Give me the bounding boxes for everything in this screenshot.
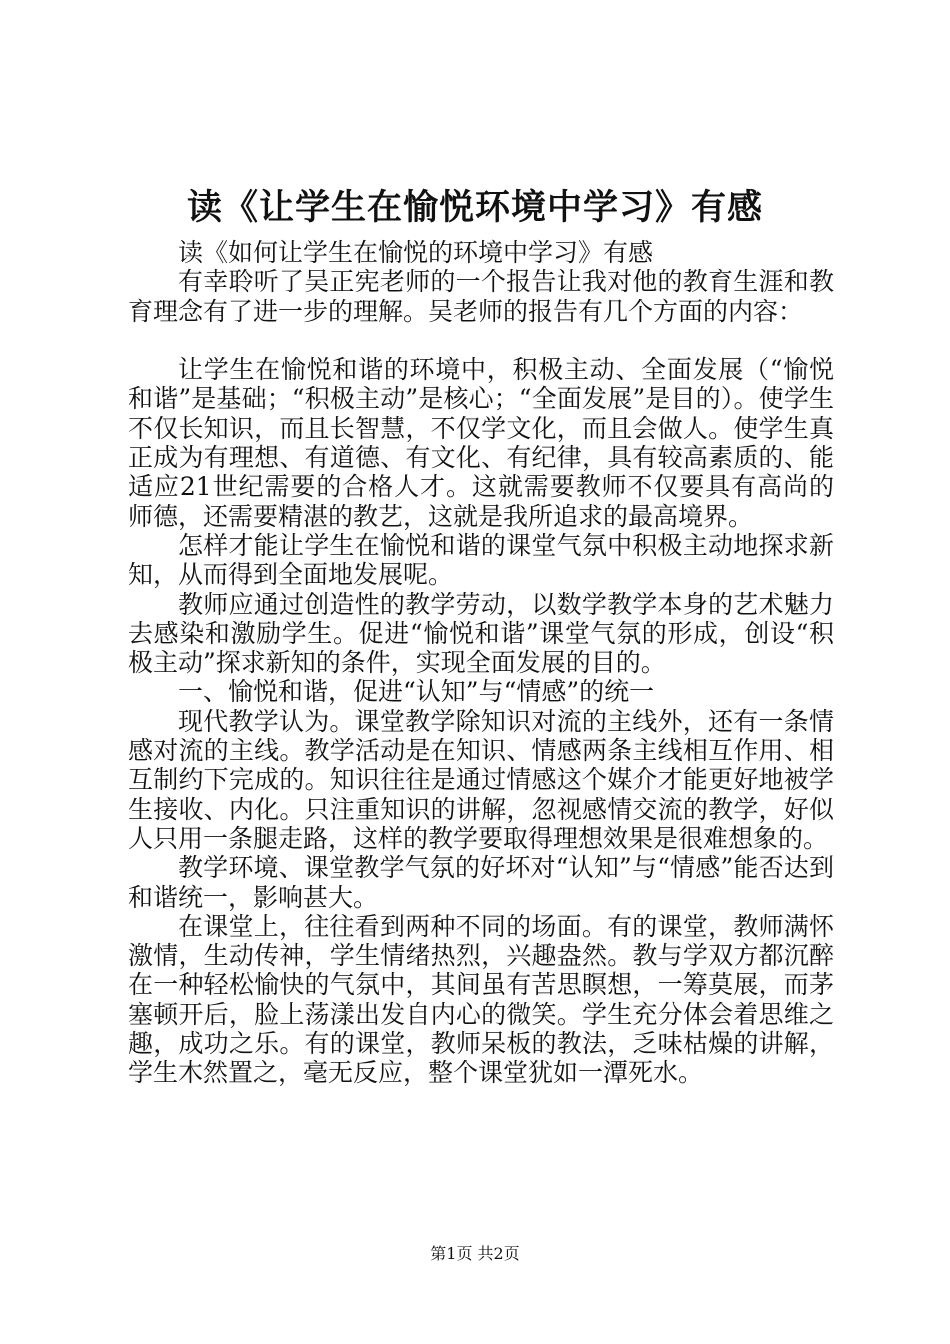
body-paragraph: 现代教学认为。课堂教学除知识对流的主线外，还有一条情感对流的主线。教学活动是在知识、情感两条主线相互作用、相互制约下完成的。知识往往是通过情感这个媒介才能更好地被学生接收、内化。只注重知识的讲解，忽视感情交流的教学，好似人只用一条腿走路，这样的教学要取得理想效果是很难想象的。 [128,706,834,853]
body-paragraph: 在课堂上，往往看到两种不同的场面。有的课堂，教师满怀激情，生动传神，学生情绪热烈，兴趣盎然。教与学双方都沉醉在一种轻松愉快的气氛中，其间虽有苦思瞑想，一筹莫展，而茅塞顿开后，脸上荡漾出发自内心的微笑。学生充分体会着思维之趣，成功之乐。有的课堂，教师呆板的教法，乏味枯燥的讲解，学生木然置之，毫无反应，整个课堂犹如一潭死水。 [128,911,834,1088]
body-paragraph: 教学环境、课堂教学气氛的好坏对“认知”与“情感”能否达到和谐统一，影响甚大。 [128,853,834,912]
body-paragraph: 教师应通过创造性的教学劳动，以数学教学本身的艺术魅力去感染和激励学生。促进“愉悦和谐”课堂气氛的形成，创设“积极主动”探求新知的条件，实现全面发展的目的。 [128,589,834,678]
section-heading: 一、愉悦和谐，促进“认知”与“情感”的统一 [178,677,655,707]
body-paragraph: 让学生在愉悦和谐的环境中，积极主动、全面发展（“愉悦和谐”是基础；“积极主动”是核心；“全面发展”是目的）。使学生不仅长知识，而且长智慧，不仅学文化，而且会做人。使学生真正成为有理想、有道德、有文化、有纪律，具有较高素质的、能适应21世纪需要的合格人才。这就需要教师不仅要具有高尚的师德，还需要精湛的教艺，这就是我所追求的最高境界。 [128,355,834,531]
document-title: 读《让学生在愉悦环境中学习》有感 [186,187,763,228]
document-body [128,238,834,1088]
subtitle-paragraph: 读《如何让学生在愉悦的环境中学习》有感 [178,238,654,267]
blank-line [128,326,834,355]
page-footer: 第1页 共2页 [430,1244,520,1263]
body-paragraph: 有幸聆听了吴正宪老师的一个报告让我对他的教育生涯和教育理念有了进一步的理解。吴老师的报告有几个方面的内容： [128,267,834,326]
body-paragraph: 怎样才能让学生在愉悦和谐的课堂气氛中积极主动地探求新知，从而得到全面地发展呢。 [128,530,834,590]
